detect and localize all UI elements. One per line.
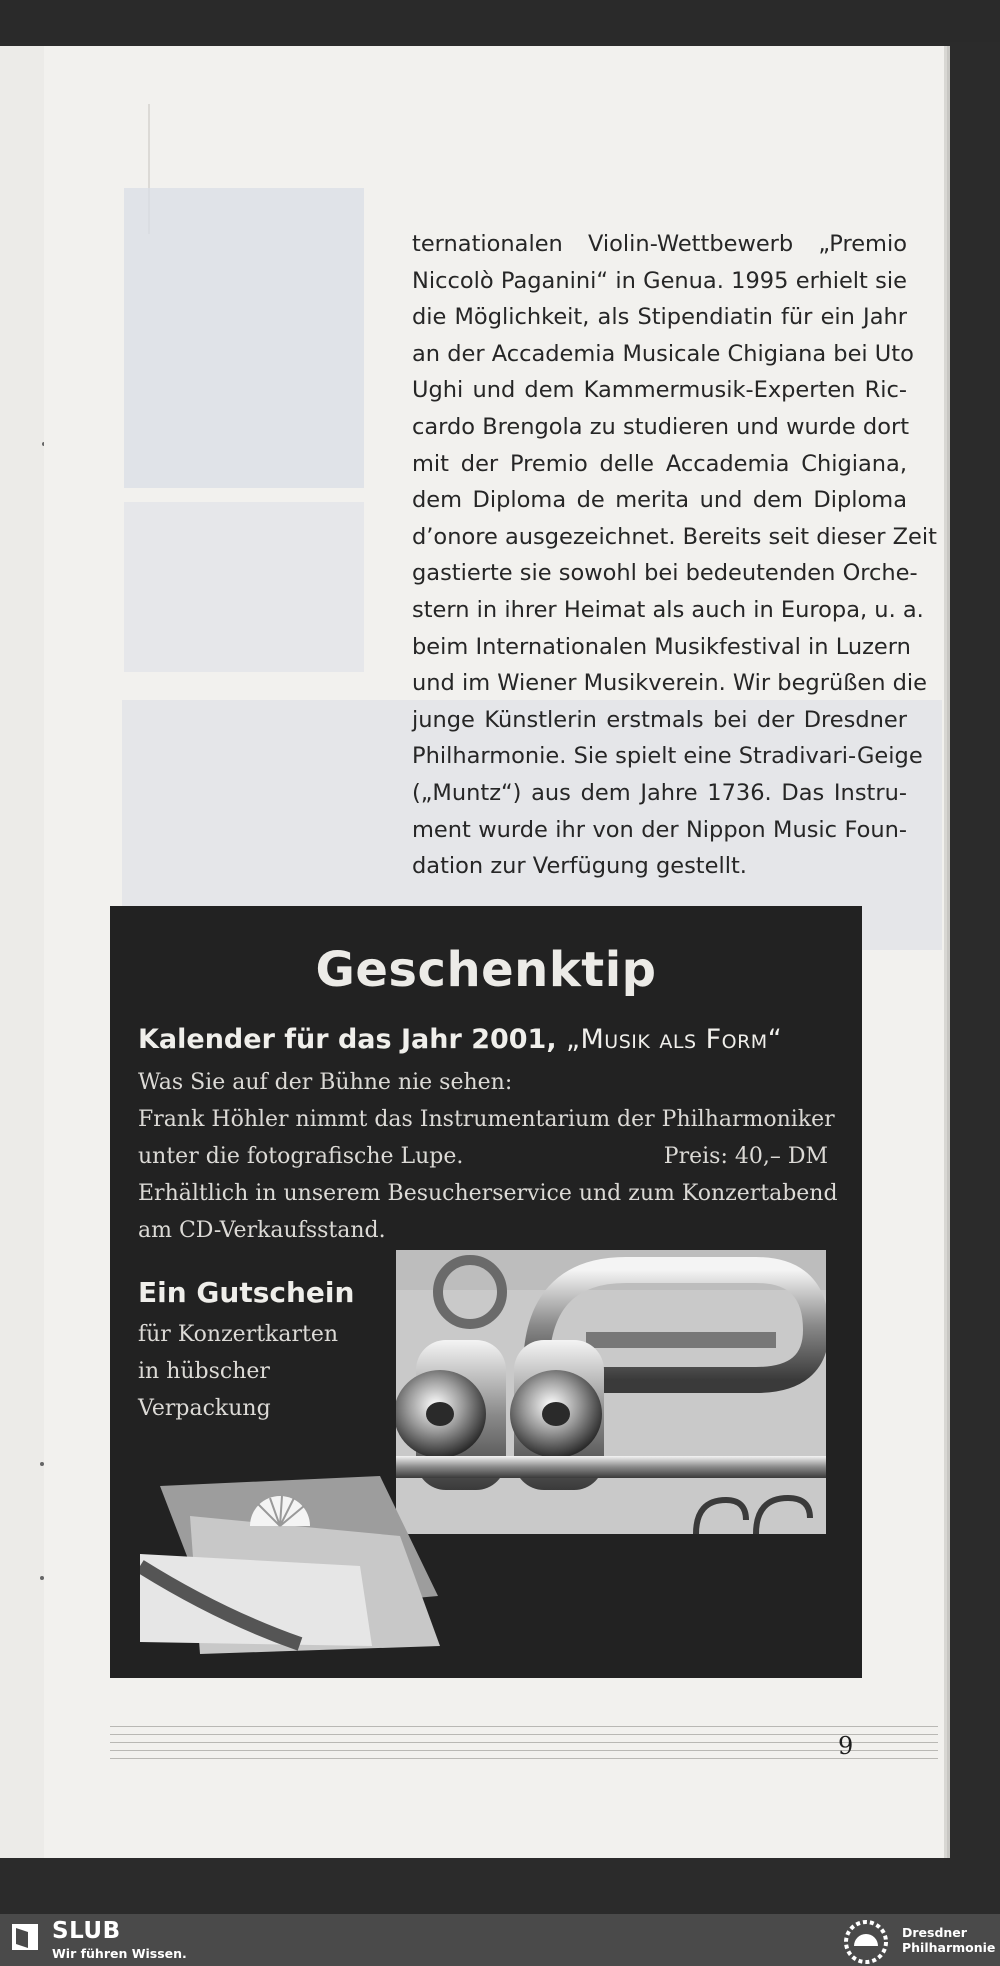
dresdner-philharmonie-logo-icon [840,1916,892,1964]
calendar-price: Preis: 40,– DM [663,1144,828,1169]
calendar-line: Was Sie auf der Bühne nie sehen: [138,1070,513,1095]
article-line: gastierte sie sowohl bei bedeutenden Orche- [412,560,918,587]
article-line: an der Accademia Musicale Chigiana bei Uto [412,340,914,367]
voucher-title: Ein Gutschein [138,1276,355,1309]
calendar-line: Erhältlich in unserem Besucherservice und zum Konzertabend [138,1181,838,1206]
partner-name-line1: Dresdner [902,1925,967,1940]
partner-name [902,1925,995,1955]
article-line: cardo Brengola zu studieren und wurde dort [412,413,910,440]
article-line: junge Künstlerin erstmals bei der Dresdner [412,706,907,733]
article-line: die Möglichkeit, als Stipendiatin für ein Jahr [412,304,907,331]
voucher-description [138,1316,338,1427]
gift-tip-title: Geschenktip [315,942,657,998]
article-line: dation zur Verfügung gestellt. [412,853,747,880]
calendar-line: unter die fotografische Lupe. [138,1144,464,1169]
voucher-line: in hübscher [138,1359,270,1384]
article-text [412,226,937,885]
slub-logo-icon [12,1922,42,1952]
scan-background-top [0,0,1000,42]
article-line: dem Diploma de merita und dem Diploma [412,487,907,514]
page-number: 9 [838,1732,854,1760]
slub-tagline: Wir führen Wissen. [52,1946,187,1961]
article-line: Ughi und dem Kammermusik-Experten Ric- [412,377,907,404]
calendar-description [138,1064,838,1249]
decorative-staff-lines [110,1726,938,1760]
calendar-heading-text: Kalender für das Jahr 2001, [138,1024,557,1055]
article-line: ment wurde ihr von der Nippon Music Foun- [412,816,907,843]
article-line: stern in ihrer Heimat als auch in Europa, u. a. [412,596,924,623]
article-line: beim Internationalen Musikfestival in Luzern [412,633,911,660]
scan-background-bottom [0,1858,1000,1914]
article-line: Niccolò Paganini“ in Genua. 1995 erhielt sie [412,267,907,294]
article-line: mit der Premio delle Accademia Chigiana, [412,450,907,477]
voucher-line: Verpackung [138,1396,271,1421]
calendar-subtitle: „Musik als Form“ [566,1024,783,1055]
calendar-line: Frank Höhler nimmt das Instrumentarium der Philharmoniker [138,1107,835,1132]
article-line: d’onore ausgezeichnet. Bereits seit dieser Zeit [412,523,937,550]
article-line: ternationalen Violin-Wettbewerb „Premio [412,231,907,257]
slub-name: SLUB [52,1918,121,1944]
gift-tip-box [110,906,862,1678]
article-line: („Muntz“) aus dem Jahre 1736. Das Instru- [412,779,907,806]
calendar-heading [138,1024,782,1055]
calendar-line: am CD-Verkaufsstand. [138,1218,386,1243]
voucher-line: für Konzertkarten [138,1322,339,1347]
footer-bar [0,1914,1000,1966]
show-through-block [124,502,364,672]
partner-name-line2: Philharmonie [902,1940,996,1955]
calendar-price-row [138,1138,828,1175]
article-line: und im Wiener Musikverein. Wir begrüßen die [412,670,928,697]
show-through-block [124,188,364,488]
article-line: Philharmonie. Sie spielt eine Stradivari-Geige [412,743,923,770]
voucher-envelopes-illustration [140,1466,470,1656]
facing-page-edge [0,46,48,1858]
